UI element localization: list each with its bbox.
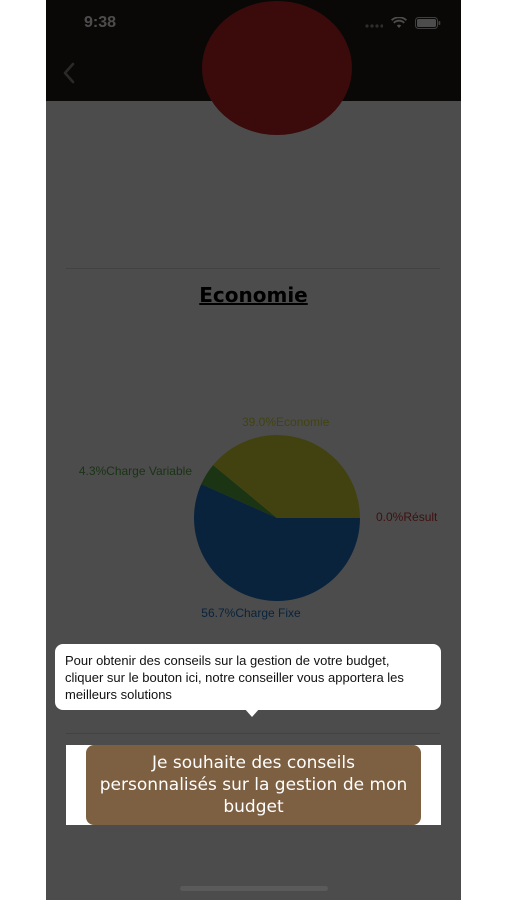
tooltip-text: Pour obtenir des conseils sur la gestion de votre budget, cliquer sur le bouton ici, notre conseiller vous apportera les meilleurs solutions [65,653,404,702]
home-indicator [180,886,328,891]
advice-request-button-label: Je souhaite des conseils personnalisés sur la gestion de mon budget [99,753,408,817]
advice-request-button[interactable] [86,745,421,825]
phone-screen [46,0,461,900]
tooltip-arrow [244,708,260,717]
advice-tooltip [55,644,441,710]
